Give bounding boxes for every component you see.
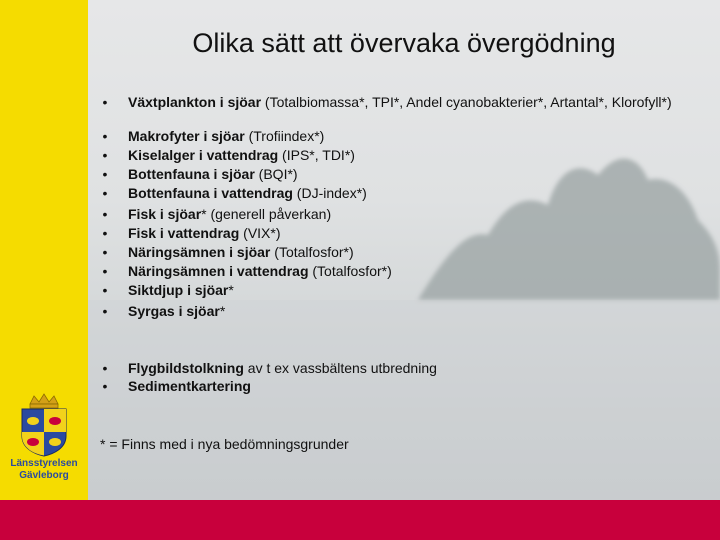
bullet-icon: • <box>102 282 108 298</box>
item-term: Makrofyter i sjöar <box>128 128 245 144</box>
item-detail: (Trofiindex*) <box>244 128 325 144</box>
item-term: Bottenfauna i sjöar <box>128 166 255 182</box>
item-detail: (VIX*) <box>239 225 281 241</box>
coat-of-arms-icon <box>8 392 80 458</box>
item-term: Växtplankton i sjöar <box>128 94 262 110</box>
item-detail: (BQI*) <box>254 166 298 182</box>
logo-text-line1: Länsstyrelsen <box>10 458 78 469</box>
bullet-icon: • <box>102 128 108 144</box>
bullet-icon: • <box>102 360 108 376</box>
logo-text-line2: Gävleborg <box>19 470 69 481</box>
bullet-icon: • <box>102 94 108 110</box>
item-term: Fisk i vattendrag <box>128 225 240 241</box>
footnote: * = Finns med i nya bedömningsgrunder <box>100 436 349 452</box>
item-term: Fisk i sjöar <box>128 206 202 222</box>
bullet-icon: • <box>102 147 108 163</box>
item-detail: (DJ-index*) <box>292 185 367 201</box>
item-term: Flygbildstolkning <box>128 360 244 376</box>
item-detail: * (generell påverkan) <box>201 206 332 222</box>
bullet-icon: • <box>102 206 108 222</box>
item-detail: (Totalfosfor*) <box>308 263 392 279</box>
item-term: Sedimentkartering <box>128 378 251 394</box>
bullet-icon: • <box>102 378 108 394</box>
bullet-icon: • <box>102 244 108 260</box>
item-detail: (Totalbiomassa*, TPI*, Andel cyanobakterier*, Artantal*, Klorofyll*) <box>261 94 672 110</box>
bullet-icon: • <box>102 303 108 319</box>
slide-title: Olika sätt att övervaka övergödning <box>192 28 616 58</box>
item-detail: * <box>228 282 234 298</box>
item-term: Siktdjup i sjöar <box>128 282 229 298</box>
bottom-bar <box>0 500 720 540</box>
lansstyrelsen-logo <box>8 392 80 488</box>
item-detail: * <box>219 303 226 319</box>
item-detail: (IPS*, TDI*) <box>278 147 355 163</box>
item-term: Kiselalger i vattendrag <box>128 147 279 163</box>
item-term: Syrgas i sjöar <box>128 303 220 319</box>
item-term: Bottenfauna i vattendrag <box>128 185 293 201</box>
bullet-icon: • <box>102 185 108 201</box>
item-term: Näringsämnen i vattendrag <box>128 263 309 279</box>
item-detail: (Totalfosfor*) <box>270 244 354 260</box>
item-detail: av t ex vassbältens utbredning <box>243 360 437 376</box>
bullet-icon: • <box>102 263 108 279</box>
item-term: Näringsämnen i sjöar <box>128 244 271 260</box>
bullet-icon: • <box>102 166 108 182</box>
bullet-icon: • <box>102 225 108 241</box>
